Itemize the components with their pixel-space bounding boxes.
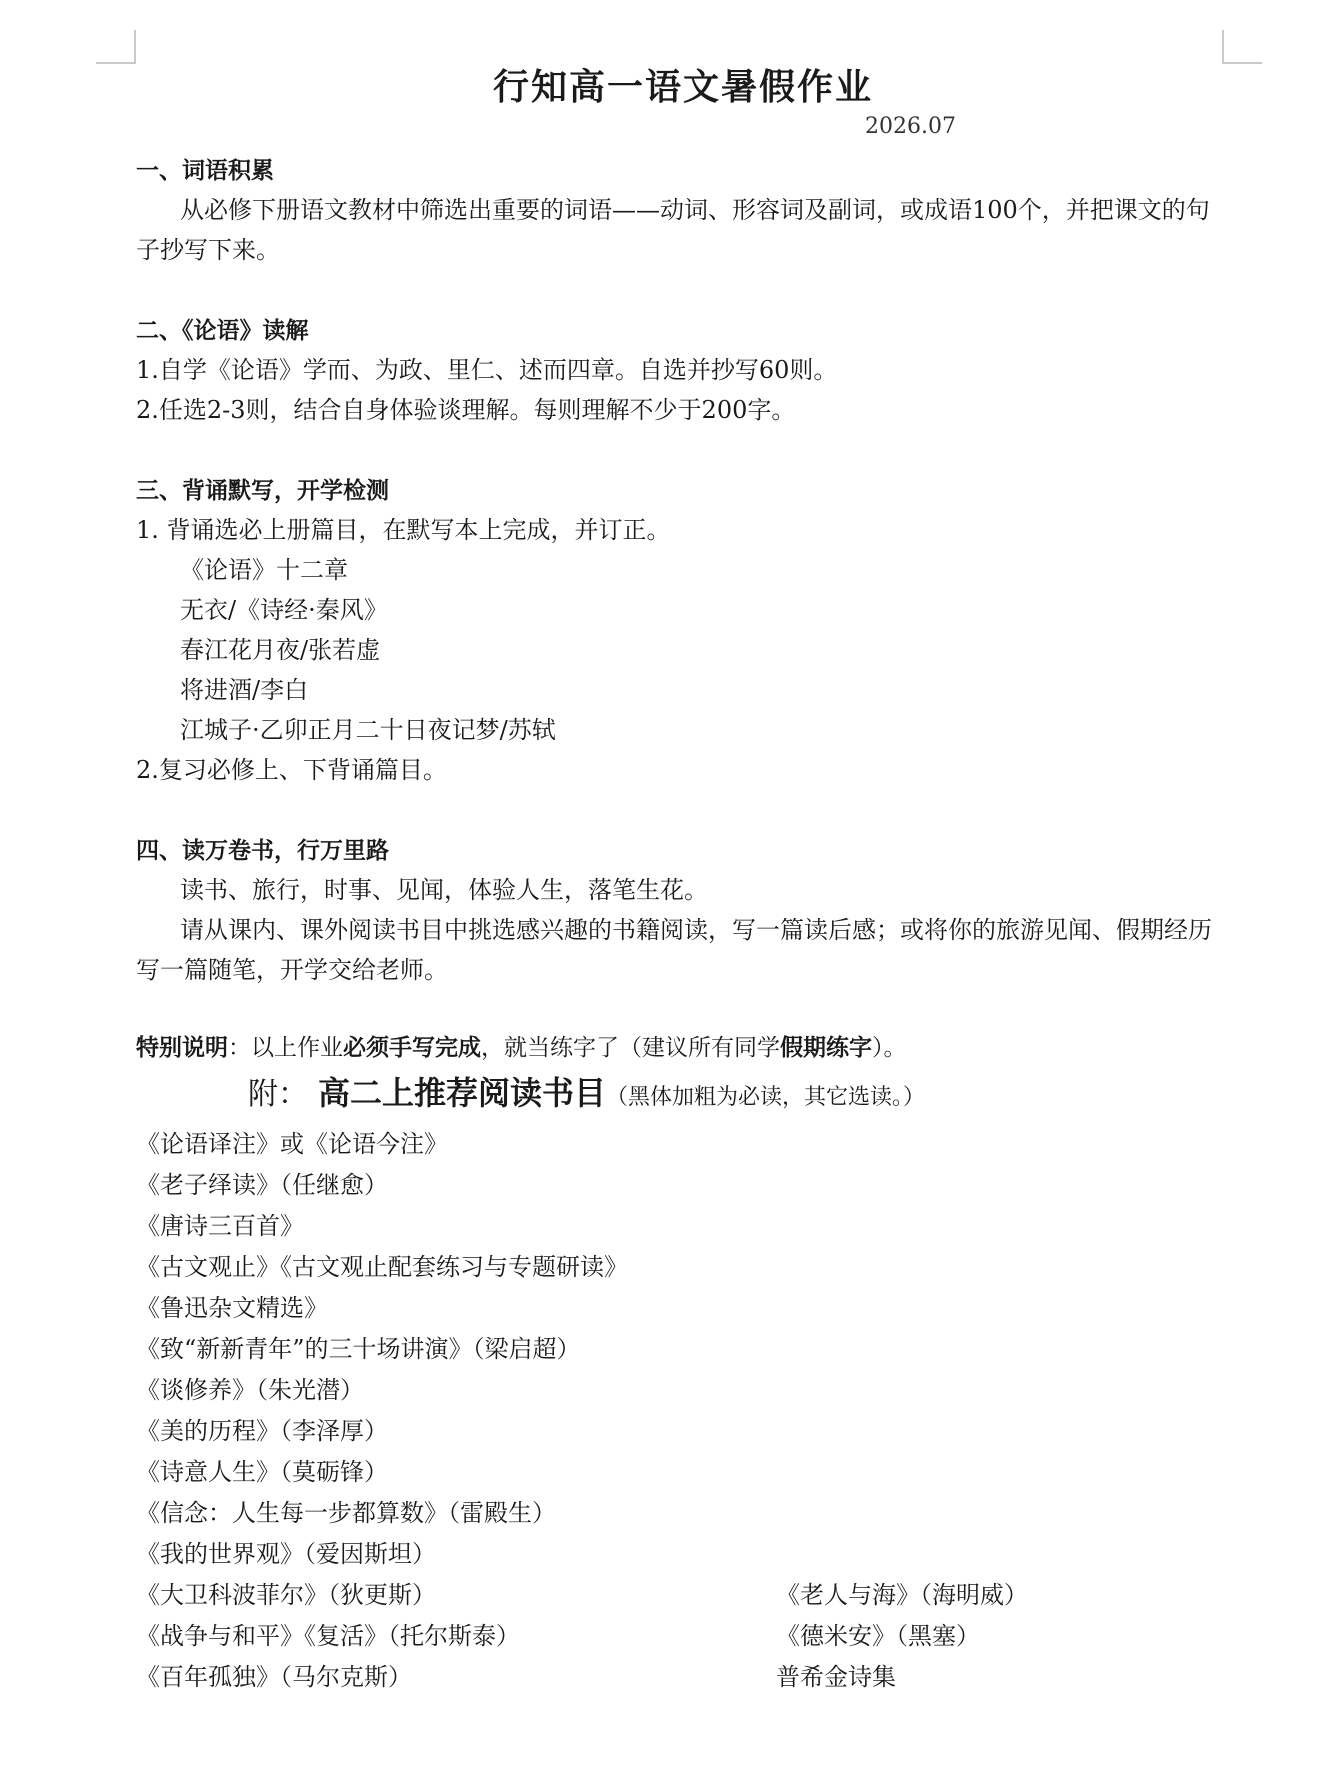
section-title: 三、背诵默写，开学检测 [136, 477, 389, 504]
book-item: 《鲁迅杂文精选》 [136, 1294, 328, 1322]
document-date: 2026.07 [865, 114, 956, 139]
recitation-work: 江城子·乙卯正月二十日夜记梦/苏轼 [180, 716, 556, 744]
book-item: 《美的历程》（李泽厚） [136, 1417, 388, 1445]
special-note [136, 1028, 1226, 1068]
book-item: 普希金诗集 [776, 1663, 896, 1691]
section-body: 请从课内、课外阅读书目中挑选感兴趣的书籍阅读，写一篇读后感；或将你的旅游见闻、假期经历写一篇随笔，开学交给老师。 [136, 916, 1212, 984]
section-reading-travel [136, 832, 1226, 990]
book-item: 《诗意人生》（莫砺锋） [136, 1458, 388, 1486]
book-item: 《百年孤独》（马尔克斯） [136, 1663, 412, 1691]
book-item: 《论语译注》或《论语今注》 [136, 1130, 448, 1158]
note-text: ：以上作业 [228, 1035, 343, 1061]
section-title: 二、《论语》读解 [136, 317, 309, 344]
book-item: 《信念：人生每一步都算数》（雷殿生） [136, 1499, 556, 1527]
appendix-prefix: 附： [248, 1077, 308, 1112]
book-item: 《唐诗三百首》 [136, 1212, 304, 1240]
recitation-work: 《论语》十二章 [180, 556, 348, 584]
book-item: 《我的世界观》（爱因斯坦） [136, 1540, 436, 1568]
reading-list [136, 1124, 1226, 1698]
section-recitation [136, 472, 1226, 790]
section-title: 一、词语积累 [136, 157, 274, 184]
page-corner-mark-top-left [96, 30, 136, 64]
list-item: 2.任选2-3则，结合自身体验谈理解。每则理解不少于200字。 [136, 396, 796, 424]
book-item: 《战争与和平》《复活》（托尔斯泰） [136, 1622, 520, 1650]
book-item: 《谈修养》（朱光潜） [136, 1376, 364, 1404]
section-vocabulary [136, 152, 1226, 270]
note-text: ，就当练字了（建议所有同学 [481, 1035, 780, 1061]
section-body: 从必修下册语文教材中筛选出重要的词语——动词、形容词及副词，或成语100个，并把课文的句子抄写下来。 [136, 196, 1210, 264]
recitation-work: 无衣/《诗经·秦风》 [180, 596, 388, 624]
note-text: ）。 [872, 1035, 907, 1061]
recitation-work: 春江花月夜/张若虚 [180, 636, 381, 664]
document-page [136, 62, 1226, 1698]
section-body: 读书、旅行，时事、见闻，体验人生，落笔生花。 [180, 876, 708, 904]
book-item: 《致“新新青年”的三十场讲演》（梁启超） [136, 1335, 581, 1363]
book-item: 《老人与海》（海明威） [776, 1581, 1028, 1609]
appendix-heading [136, 1068, 1226, 1124]
appendix-note: （黑体加粗为必读，其它选读。） [606, 1085, 926, 1110]
note-emphasis: 假期练字 [780, 1034, 872, 1061]
book-item: 《古文观止》《古文观止配套练习与专题研读》 [136, 1253, 628, 1281]
recitation-work: 将进酒/李白 [180, 676, 309, 704]
list-item: 1. 背诵选必上册篇目，在默写本上完成，并订正。 [136, 516, 671, 544]
appendix-title: 高二上推荐阅读书目 [318, 1074, 607, 1112]
section-title: 四、读万卷书，行万里路 [136, 837, 389, 864]
list-item: 2.复习必修上、下背诵篇目。 [136, 756, 447, 784]
special-note-label: 特别说明 [136, 1034, 228, 1061]
page-corner-mark-top-right [1222, 30, 1262, 64]
book-item: 《大卫科波菲尔》（狄更斯） [136, 1581, 436, 1609]
list-item: 1.自学《论语》学而、为政、里仁、述而四章。自选并抄写60则。 [136, 356, 838, 384]
note-emphasis: 必须手写完成 [343, 1034, 481, 1061]
book-item: 《老子绎读》（任继愈） [136, 1171, 388, 1199]
book-item: 《德米安》（黑塞） [776, 1622, 980, 1650]
document-title: 行知高一语文暑假作业 [492, 66, 873, 108]
section-analects [136, 312, 1226, 430]
